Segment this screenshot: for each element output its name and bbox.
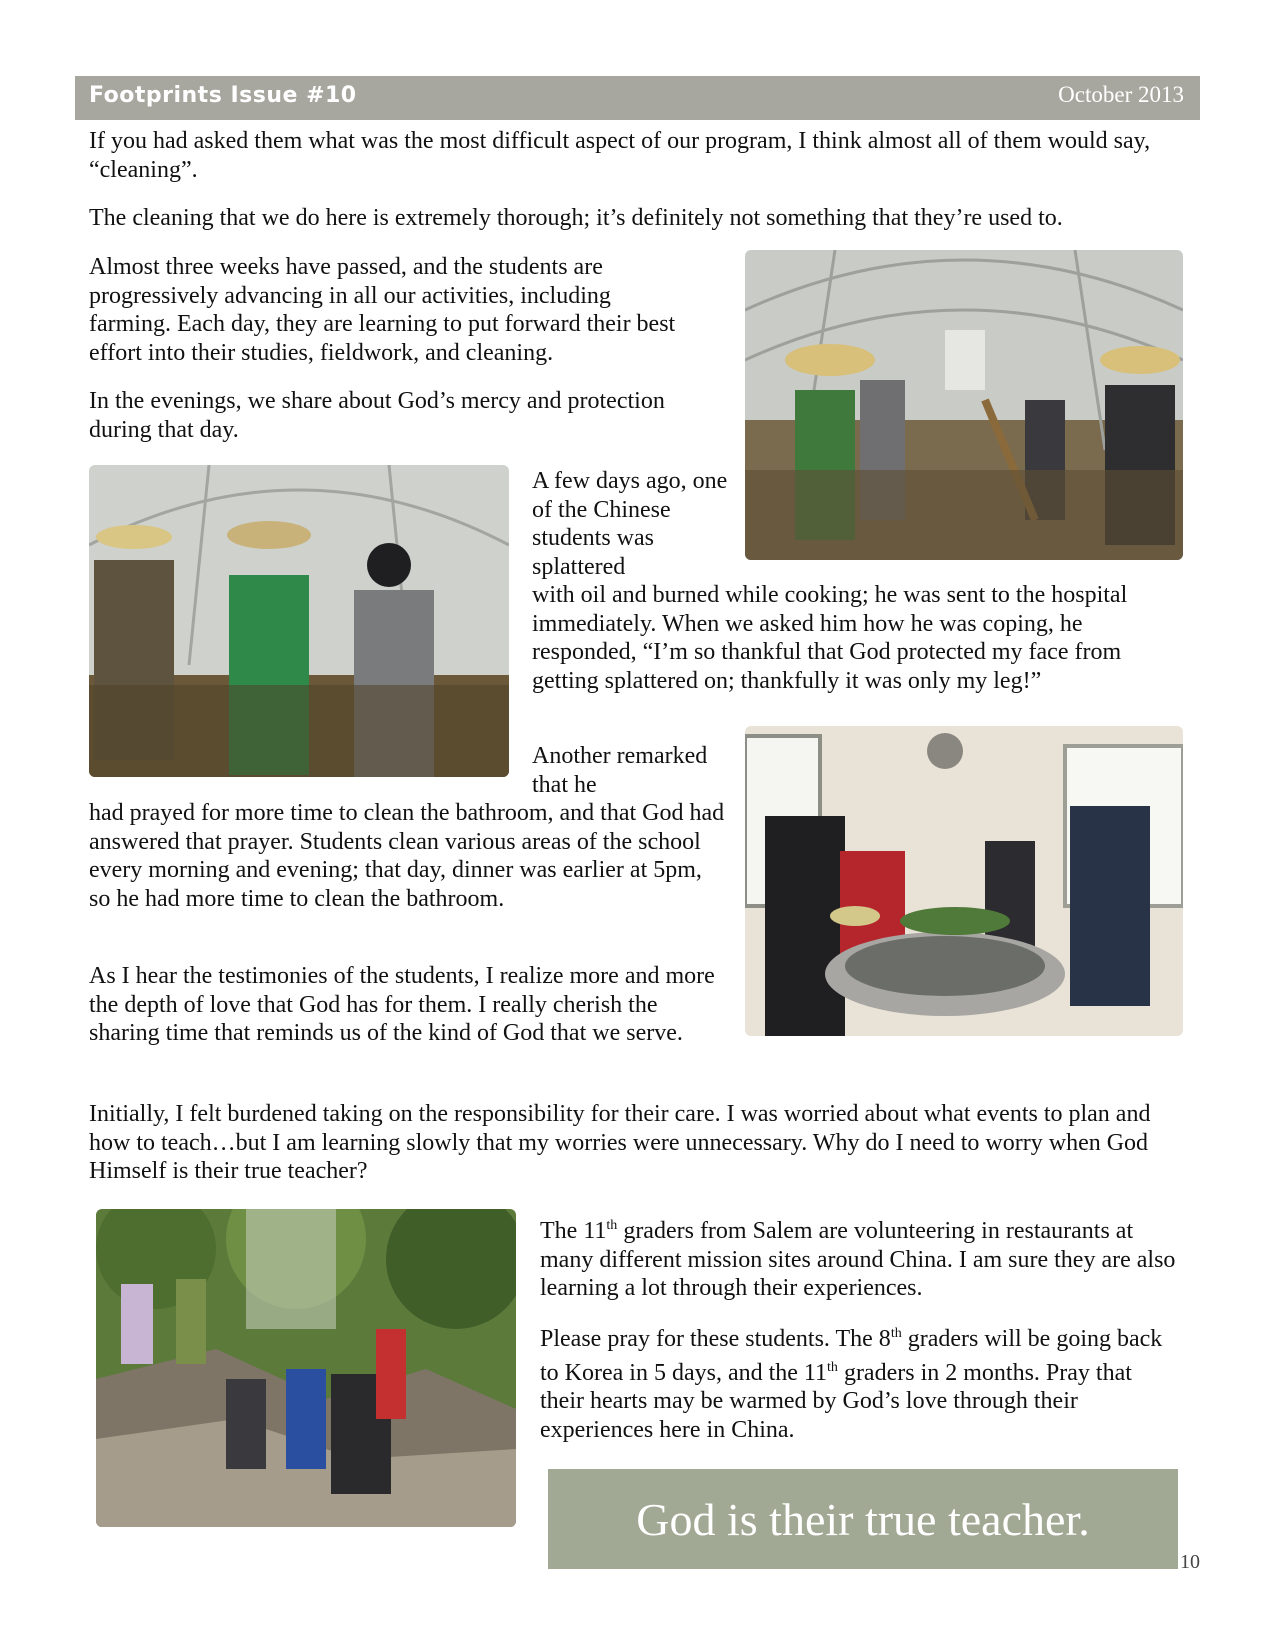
photo-kitchen-cleaning [745,726,1183,1036]
issue-header-bar [75,76,1200,120]
photo-girls-in-hats [89,465,509,777]
paragraph-bathroom-lead: Another remarked that he [532,743,708,798]
pull-quote-box [548,1469,1178,1569]
page-number: 10 [1180,1551,1200,1573]
paragraph-evenings: In the evenings, we share about God’s mercy and protection during that day. [89,388,665,443]
paragraph-prayer-request: Please pray for these students. The 8th graders will be going back to Korea in 5 days, and the 11th graders in 2 months. Pray that their hearts may be warmed by God’s love through their experiences here in China. [540,1326,1163,1443]
paragraph-accident-story: with oil and burned while cooking; he was sent to the hospital immediately. When we asked him how he was coping, he responded, “I’m so thankful that God protected my face from getting splattered on; thankfully it was only my leg!” [532,582,1128,694]
paragraph-burdened: Initially, I felt burdened taking on the responsibility for their care. I was worried about what events to plan and how to teach…but I am learning slowly that my worries were unnecessary. Why do I need to worry when God Himself is their true teacher? [89,1101,1151,1184]
paragraph-cleaning-thorough: The cleaning that we do here is extremely thorough; it’s definitely not something that they’re used to. [89,205,1063,231]
paragraph-bathroom-story: had prayed for more time to clean the bathroom, and that God had answered that prayer. Students clean various areas of the school every morning and evening; that day, dinner was earlier at 5pm, so he had more time to clean the bathroom. [89,800,725,912]
paragraph-testimonies: As I hear the testimonies of the students, I realize more and more the depth of love that God has for them. I really cherish the sharing time that reminds us of the kind of God that we serve. [89,963,715,1046]
photo-greenhouse-group [745,250,1183,560]
paragraph-salem-graders: The 11th graders from Salem are volunteering in restaurants at many different mission sites around China. I am sure they are also learning a lot through their experiences. [540,1218,1176,1301]
issue-title: Footprints Issue #10 [89,83,357,108]
issue-date: October 2013 [1058,82,1184,107]
paragraph-three-weeks: Almost three weeks have passed, and the students are progressively advancing in all our activities, including farming. Each day, they are learning to put forward their best effort into their studies, fieldwork, and cleaning. [89,254,676,366]
pull-quote-text: God is their true teacher. [636,1493,1090,1545]
photo-group-on-rocks [96,1209,516,1527]
paragraph-cleaning-question: If you had asked them what was the most difficult aspect of our program, I think almost all of them would say, “cleaning”. [89,128,1151,183]
paragraph-accident-lead: A few days ago, one of the Chinese students was splattered [532,468,728,580]
